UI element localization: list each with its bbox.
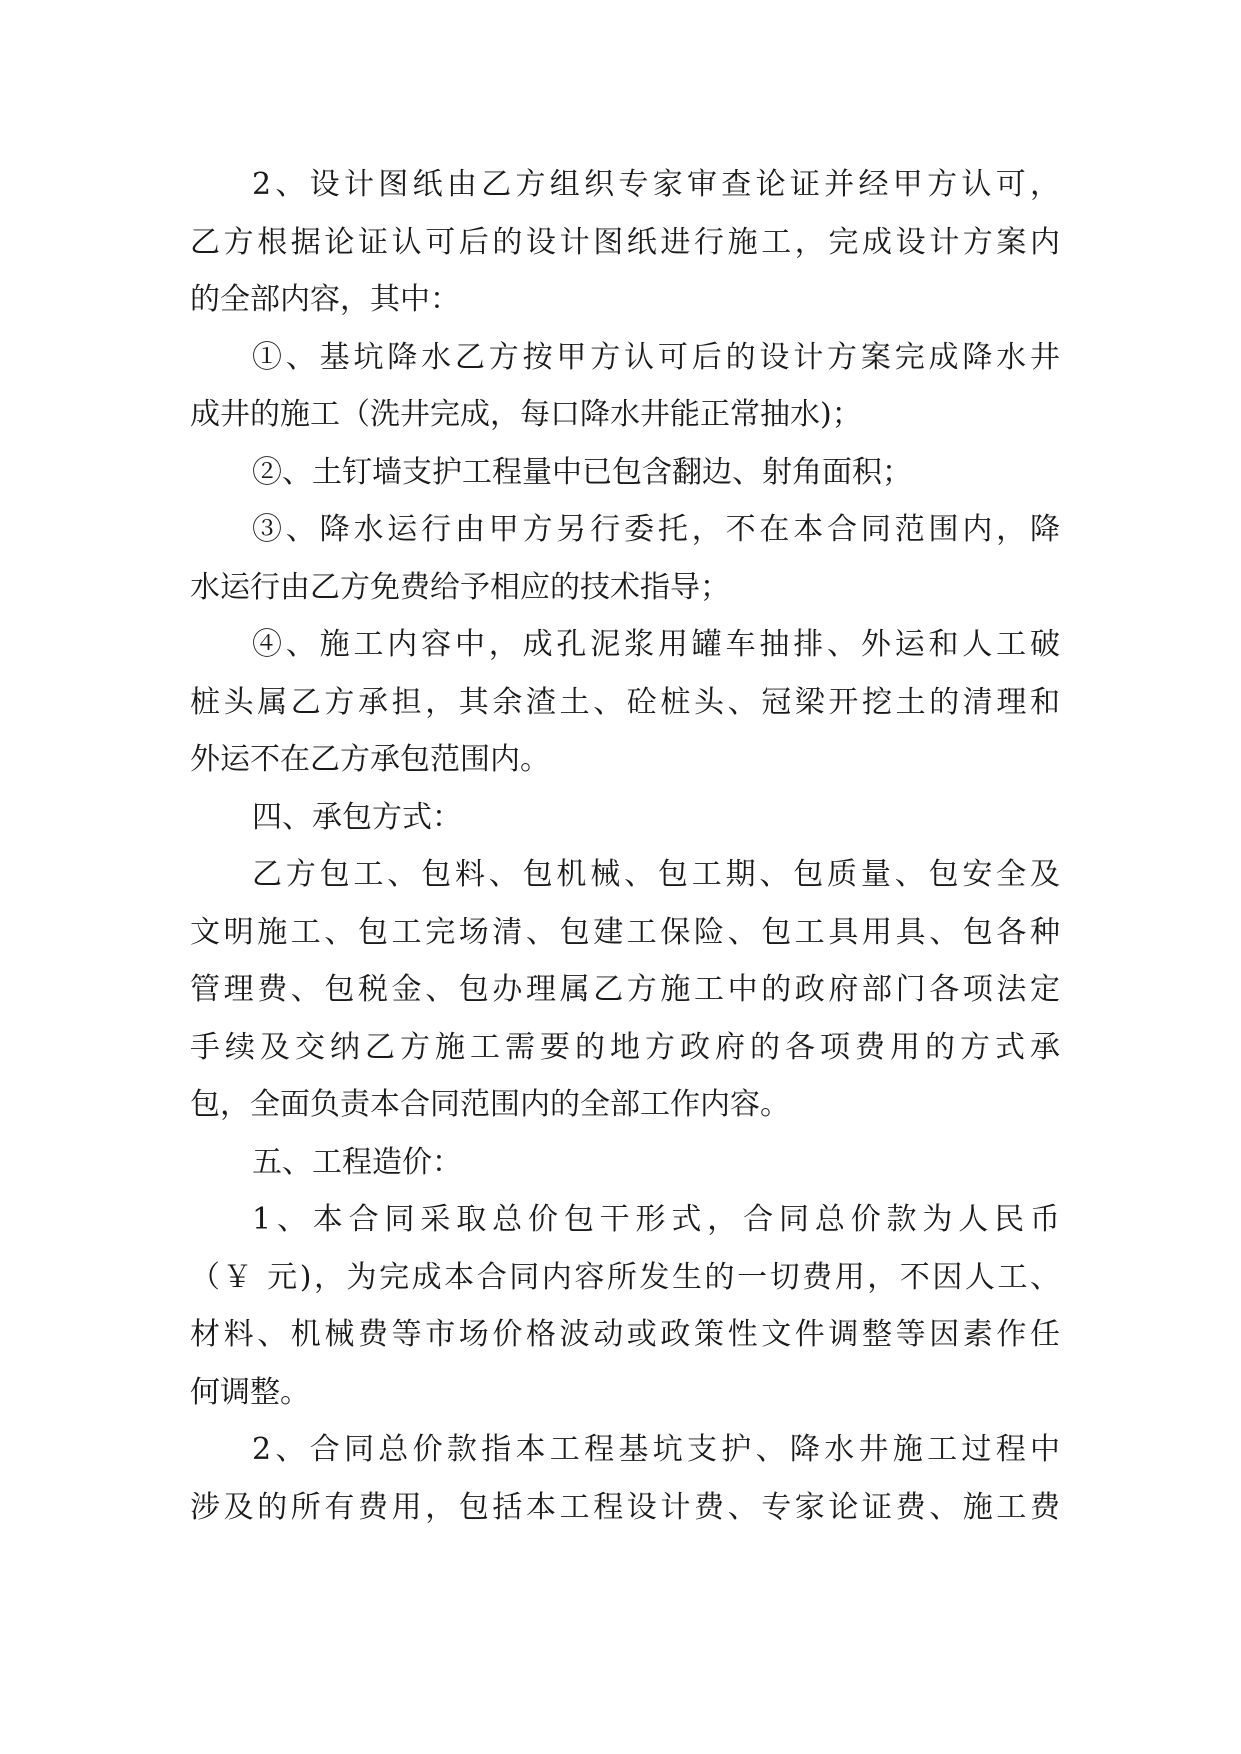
text-line: 水运行由乙方免费给予相应的技术指导； (190, 569, 730, 605)
text-line: 的全部内容，其中： (190, 282, 460, 317)
paragraph-price-1 (190, 1191, 1060, 1421)
text-line: 乙方包工、包料、包机械、包工期、包质量、包安全及 (252, 857, 1060, 892)
text-line: 手续及交纳乙方施工需要的地方政府的各项费用的方式承 (190, 1029, 1060, 1065)
text-line: 2、合同总价款指本工程基坑支护、降水井施工过程中 (252, 1432, 1060, 1467)
paragraph-design-drawings (190, 156, 1060, 329)
text-line: 乙方根据论证认可后的设计图纸进行施工，完成设计方案内 (190, 224, 1060, 260)
text-line: 包，全面负责本合同范围内的全部工作内容。 (190, 1087, 790, 1122)
contract-text-block (190, 156, 1060, 1536)
text-line: 1、本合同采取总价包干形式，合同总价款为人民币 (252, 1202, 1060, 1237)
paragraph-item-3 (190, 501, 1060, 616)
paragraph-contract-mode (190, 846, 1060, 1134)
text-line: （￥ 元)，为完成本合同内容所发生的一切费用，不因人工、 (190, 1259, 1060, 1295)
text-line: 桩头属乙方承担，其余渣土、砼桩头、冠梁开挖土的清理和 (190, 684, 1060, 720)
text-line: 何调整。 (190, 1374, 310, 1410)
text-line: 外运不在乙方承包范围内。 (190, 742, 550, 777)
text-line: 文明施工、包工完场清、包建工保险、包工具用具、包各种 (190, 914, 1060, 950)
section-heading: 五、工程造价： (252, 1144, 462, 1180)
paragraph-item-2 (190, 444, 1060, 502)
text-line: 2、设计图纸由乙方组织专家审查论证并经甲方认可， (252, 167, 1060, 202)
text-line: ③、降水运行由甲方另行委托，不在本合同范围内，降 (252, 512, 1060, 547)
paragraph-item-1 (190, 329, 1060, 444)
section-heading-contract-mode (190, 789, 1060, 847)
paragraph-price-2 (190, 1421, 1060, 1536)
text-line: 涉及的所有费用，包括本工程设计费、专家论证费、施工费 (190, 1489, 1060, 1525)
section-heading: 四、承包方式： (252, 799, 462, 835)
text-line: ①、基坑降水乙方按甲方认可后的设计方案完成降水井 (252, 339, 1060, 375)
text-line: 材料、机械费等市场价格波动或政策性文件调整等因素作任 (190, 1317, 1060, 1352)
text-line: 成井的施工（洗井完成，每口降水井能正常抽水)； (190, 397, 862, 432)
section-heading-project-cost (190, 1134, 1060, 1192)
paragraph-item-4 (190, 616, 1060, 789)
text-line: ②、土钉墙支护工程量中已包含翻边、射角面积； (252, 454, 912, 490)
text-line: ④、施工内容中，成孔泥浆用罐车抽排、外运和人工破 (252, 627, 1060, 662)
text-line: 管理费、包税金、包办理属乙方施工中的政府部门各项法定 (190, 972, 1060, 1007)
